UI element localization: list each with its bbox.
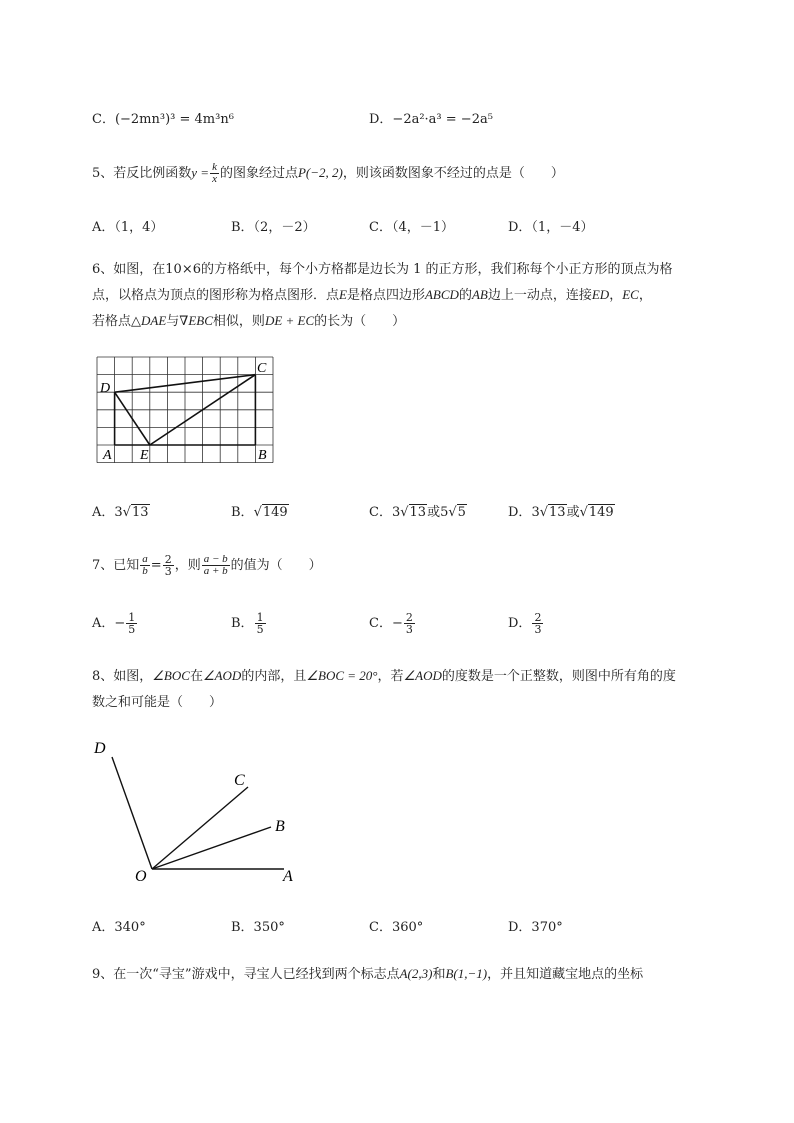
q5-func-lhs: y = — [191, 165, 210, 180]
q6-c-coef2: 5 — [440, 505, 449, 520]
q7-f1-den: b — [142, 565, 148, 577]
q6-d-prefix: D． — [508, 505, 532, 520]
q6-d-coef1: 3 — [531, 505, 540, 520]
q5-option-d: D．（1，－4） — [508, 220, 594, 235]
q6-expr: DE + EC — [264, 313, 315, 328]
q8-angle-figure — [88, 735, 308, 890]
q6-stem-line3 — [92, 310, 405, 329]
q8-stem-line1 — [92, 665, 676, 684]
q6-b-prefix: B． — [231, 505, 254, 520]
q7-d-prefix: D． — [508, 616, 532, 631]
q8-l1-d: ，若 — [377, 669, 404, 684]
q6-l2-b: 是格点四边形 — [346, 288, 425, 303]
q6-grid-figure — [92, 352, 282, 467]
q7-a-num: 1 — [128, 611, 136, 624]
q8-option-b: B．350° — [231, 920, 285, 935]
q7-text-c: 的值为（ ） — [230, 558, 322, 573]
q8-l1-b: 在 — [189, 669, 203, 684]
q5-func-num: k — [212, 161, 217, 173]
q7-c-den: 3 — [405, 623, 413, 636]
q7-c-frac — [404, 612, 415, 635]
q6-seg-ab: AB — [471, 287, 488, 302]
q6-stem-line1 — [92, 258, 673, 277]
q6-d-rad2: 149 — [588, 505, 614, 520]
q8-label-b: B — [275, 818, 285, 835]
q6-l1-b: 的方格纸中，每个小方格都是边长为 1 的正方形，我们称每个小正方形的顶点为格 — [201, 262, 673, 277]
q7-frac-23 — [163, 554, 174, 577]
q6-stem-line2 — [92, 284, 652, 303]
q6-option-b: B．√149 — [231, 505, 288, 520]
q5-text-b: 的图象经过点 — [219, 166, 298, 181]
q6-l3-b: 与∇ — [166, 314, 189, 329]
q7-d-frac — [532, 612, 543, 635]
q5-func-den: x — [212, 173, 217, 185]
q7-option-d — [508, 610, 544, 638]
q8-option-a: A．340° — [92, 920, 146, 935]
q8-label-o: O — [135, 868, 147, 885]
q6-l2-c: 的 — [458, 288, 472, 303]
q8-option-c: C．360° — [369, 920, 424, 935]
q5-func-fraction — [210, 162, 219, 185]
q8-ray-oc — [152, 787, 248, 869]
q6-option-a: A．3√13 — [92, 505, 149, 520]
q7-option-c — [369, 610, 416, 638]
q6-quad: ABCD — [424, 287, 459, 302]
q6-label-a: A — [103, 448, 112, 463]
q5-point: P(−2, 2) — [297, 165, 343, 180]
q8-label-c: C — [234, 772, 245, 789]
q7-frac-expr — [202, 554, 230, 577]
q7-stem — [92, 552, 322, 580]
q7-f3-num: a − b — [203, 553, 228, 565]
q6-c-prefix: C． — [369, 505, 392, 520]
q7-c-prefix: C． — [369, 616, 392, 631]
q6-option-d: D．3√13或√149 — [508, 505, 614, 520]
q7-b-prefix: B． — [231, 616, 254, 631]
q9-text-a: 9、在一次“寻宝”游戏中，寻宝人已经找到两个标志点 — [92, 967, 400, 982]
q6-l2-d: 边上一动点，连接 — [487, 288, 592, 303]
q6-c-rad2: 5 — [457, 505, 466, 520]
q7-text-a: 7、已知 — [92, 558, 140, 573]
q6-a-rad: 13 — [131, 505, 149, 520]
q7-option-a — [92, 610, 138, 638]
q6-grid-lines — [97, 357, 273, 463]
q7-c-num: 2 — [405, 611, 413, 624]
q6-pt-e: E — [339, 287, 347, 302]
q8-l1-e: 的度数是一个正整数，则图中所有角的度 — [441, 669, 676, 684]
q6-a-coef: 3 — [114, 505, 123, 520]
q9-pt-a: A(2,3) — [399, 966, 433, 981]
q8-label-d: D — [94, 740, 106, 757]
q7-b-num: 1 — [256, 611, 264, 624]
q8-l1-a: 8、如图， — [92, 669, 153, 684]
q7-frac-ab — [140, 554, 150, 577]
q5-option-a: A．（1，4） — [92, 220, 164, 235]
q5-text-c: ，则该函数图象不经过的点是（ ） — [342, 166, 564, 181]
q5-text-a: 5、若反比例函数 — [92, 166, 192, 181]
q8-ang-aod: ∠AOD — [202, 668, 242, 683]
q8-ray-od — [112, 757, 152, 869]
q8-option-d: D．370° — [508, 920, 563, 935]
q6-label-b: B — [258, 448, 267, 463]
q8-label-a: A — [283, 868, 293, 885]
q6-c-or: 或 — [427, 505, 441, 520]
q7-b-frac — [255, 612, 266, 635]
q6-a-prefix: A． — [92, 505, 115, 520]
q6-label-c: C — [257, 361, 267, 376]
q6-d-rad1: 13 — [549, 505, 566, 520]
q6-b-rad: 149 — [262, 505, 288, 520]
q6-label-e: E — [140, 448, 149, 463]
q6-label-d: D — [100, 381, 111, 396]
q6-l2-a: 点，以格点为顶点的图形称为格点图形．点 — [92, 288, 340, 303]
q6-grid-size: 10×6 — [165, 262, 201, 277]
q9-text-c: ，并且知道藏宝地点的坐标 — [487, 967, 644, 982]
q8-ray-ob — [152, 827, 271, 869]
q6-c-rad1: 13 — [409, 505, 427, 520]
q6-l3-a: 若格点△ — [92, 314, 141, 329]
q5-stem — [92, 160, 564, 187]
q7-a-frac — [126, 612, 137, 635]
q7-option-b — [231, 610, 267, 638]
q6-l3-d: 的长为（ ） — [314, 314, 406, 329]
q6-d-or: 或 — [566, 505, 580, 520]
q7-c-sign: − — [391, 616, 403, 631]
q7-eq: = — [150, 558, 162, 573]
q7-f2-den: 3 — [164, 565, 172, 578]
q4-option-d: D．−2a²·a³ = −2a⁵ — [369, 112, 493, 127]
q6-l1-a: 6、如图，在 — [92, 262, 166, 277]
q5-option-b: B．（2，－2） — [231, 220, 316, 235]
q8-stem-line2: 数之和可能是（ ） — [92, 695, 223, 710]
q9-stem — [92, 963, 643, 982]
q7-d-den: 3 — [534, 623, 542, 636]
q9-text-b: 和 — [432, 967, 446, 982]
q6-tri2: EBC — [188, 313, 213, 328]
q8-l1-c: 的内部，且 — [241, 669, 307, 684]
q6-l2-e: ， — [638, 288, 652, 303]
q8-cond: ∠BOC = 20° — [306, 668, 378, 683]
q7-a-den: 5 — [128, 623, 136, 636]
q7-f1-num: a — [142, 553, 148, 565]
q7-d-num: 2 — [534, 611, 542, 624]
q7-f3-den: a + b — [203, 565, 228, 577]
q4-option-c: C．(−2mn³)³ = 4m³n⁶ — [92, 112, 234, 127]
q6-c-coef1: 3 — [391, 505, 401, 520]
q6-l3-c: 相似，则 — [212, 314, 265, 329]
q6-seg-ec: EC — [622, 287, 639, 302]
q7-a-prefix: A． — [92, 616, 115, 631]
q5-option-c: C．（4，－1） — [369, 220, 454, 235]
q7-b-den: 5 — [256, 623, 264, 636]
q9-pt-b: B(1,−1) — [445, 966, 488, 981]
q6-comma: ， — [609, 288, 623, 303]
q6-tri1: DAE — [141, 313, 167, 328]
q8-ang-aod2: ∠AOD — [403, 668, 442, 683]
q6-seg-ed: ED — [591, 287, 610, 302]
q6-option-c: C．3√13或5√5 — [369, 505, 466, 520]
q7-a-sign: − — [114, 616, 126, 631]
q8-ang-boc: ∠BOC — [152, 668, 190, 683]
q7-f2-num: 2 — [164, 553, 172, 566]
q7-text-b: ，则 — [174, 558, 201, 573]
